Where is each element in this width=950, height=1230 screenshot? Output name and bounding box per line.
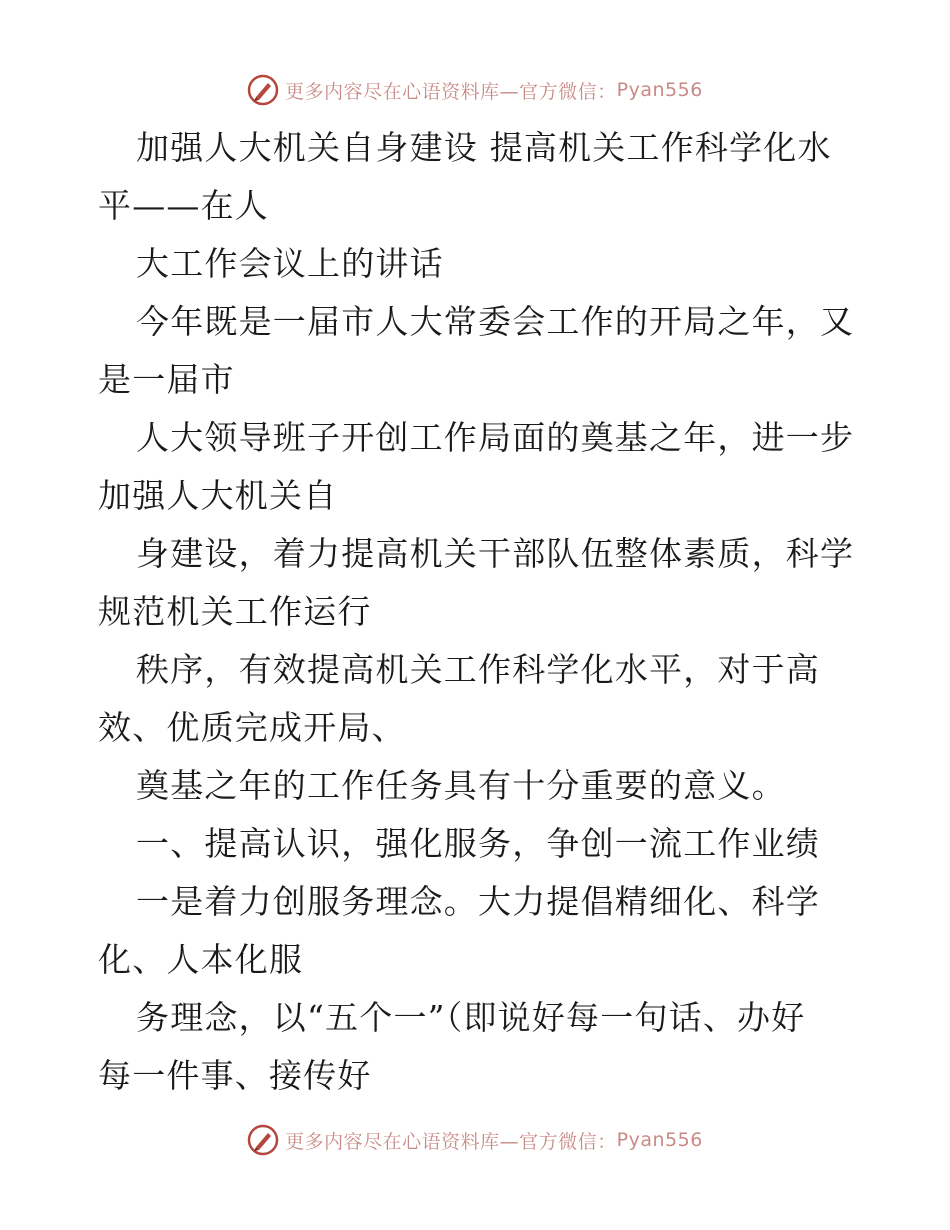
document-line: 一、提高认识，强化服务，争创一流工作业绩 [136,824,820,863]
document-body [98,119,858,1105]
header-watermark-banner [0,70,950,110]
document-line: 务理念，以“五个一”（即说好每一句话、办好 [136,998,806,1037]
document-line: 奠基之年的工作任务具有十分重要的意义。 [136,766,786,805]
document-line: 加强人大机关自 [98,476,338,515]
pen-logo-icon [247,74,279,106]
footer-watermark-banner [0,1120,950,1160]
banner-wechat-id: Pyan556 [616,79,703,101]
document-line: 秩序，有效提高机关工作科学化水平，对于高 [136,650,820,689]
document-line: 身建设，着力提高机关干部队伍整体素质，科学 [136,534,855,573]
document-line: 效、优质完成开局、 [98,708,406,747]
pen-logo-icon [247,1124,279,1156]
document-line: 一是着力创服务理念。大力提倡精细化、科学 [136,882,820,921]
document-line: 大工作会议上的讲话 [136,244,444,283]
document-line: 今年既是一届市人大常委会工作的开局之年，又 [136,302,855,341]
document-line: 每一件事、接传好 [98,1056,372,1095]
document-line: 平——在人 [98,186,269,225]
document-line: 化、人本化服 [98,940,304,979]
banner-text: 更多内容尽在心语资料库—官方微信： [285,1130,617,1153]
document-line: 是一届市 [98,360,235,399]
banner-wechat-id: Pyan556 [616,1129,703,1151]
document-line: 人大领导班子开创工作局面的奠基之年，进一步 [136,418,855,457]
document-line: 加强人大机关自身建设 提高机关工作科学化水 [136,128,832,167]
banner-text: 更多内容尽在心语资料库—官方微信： [285,80,617,103]
document-line: 规范机关工作运行 [98,592,372,631]
